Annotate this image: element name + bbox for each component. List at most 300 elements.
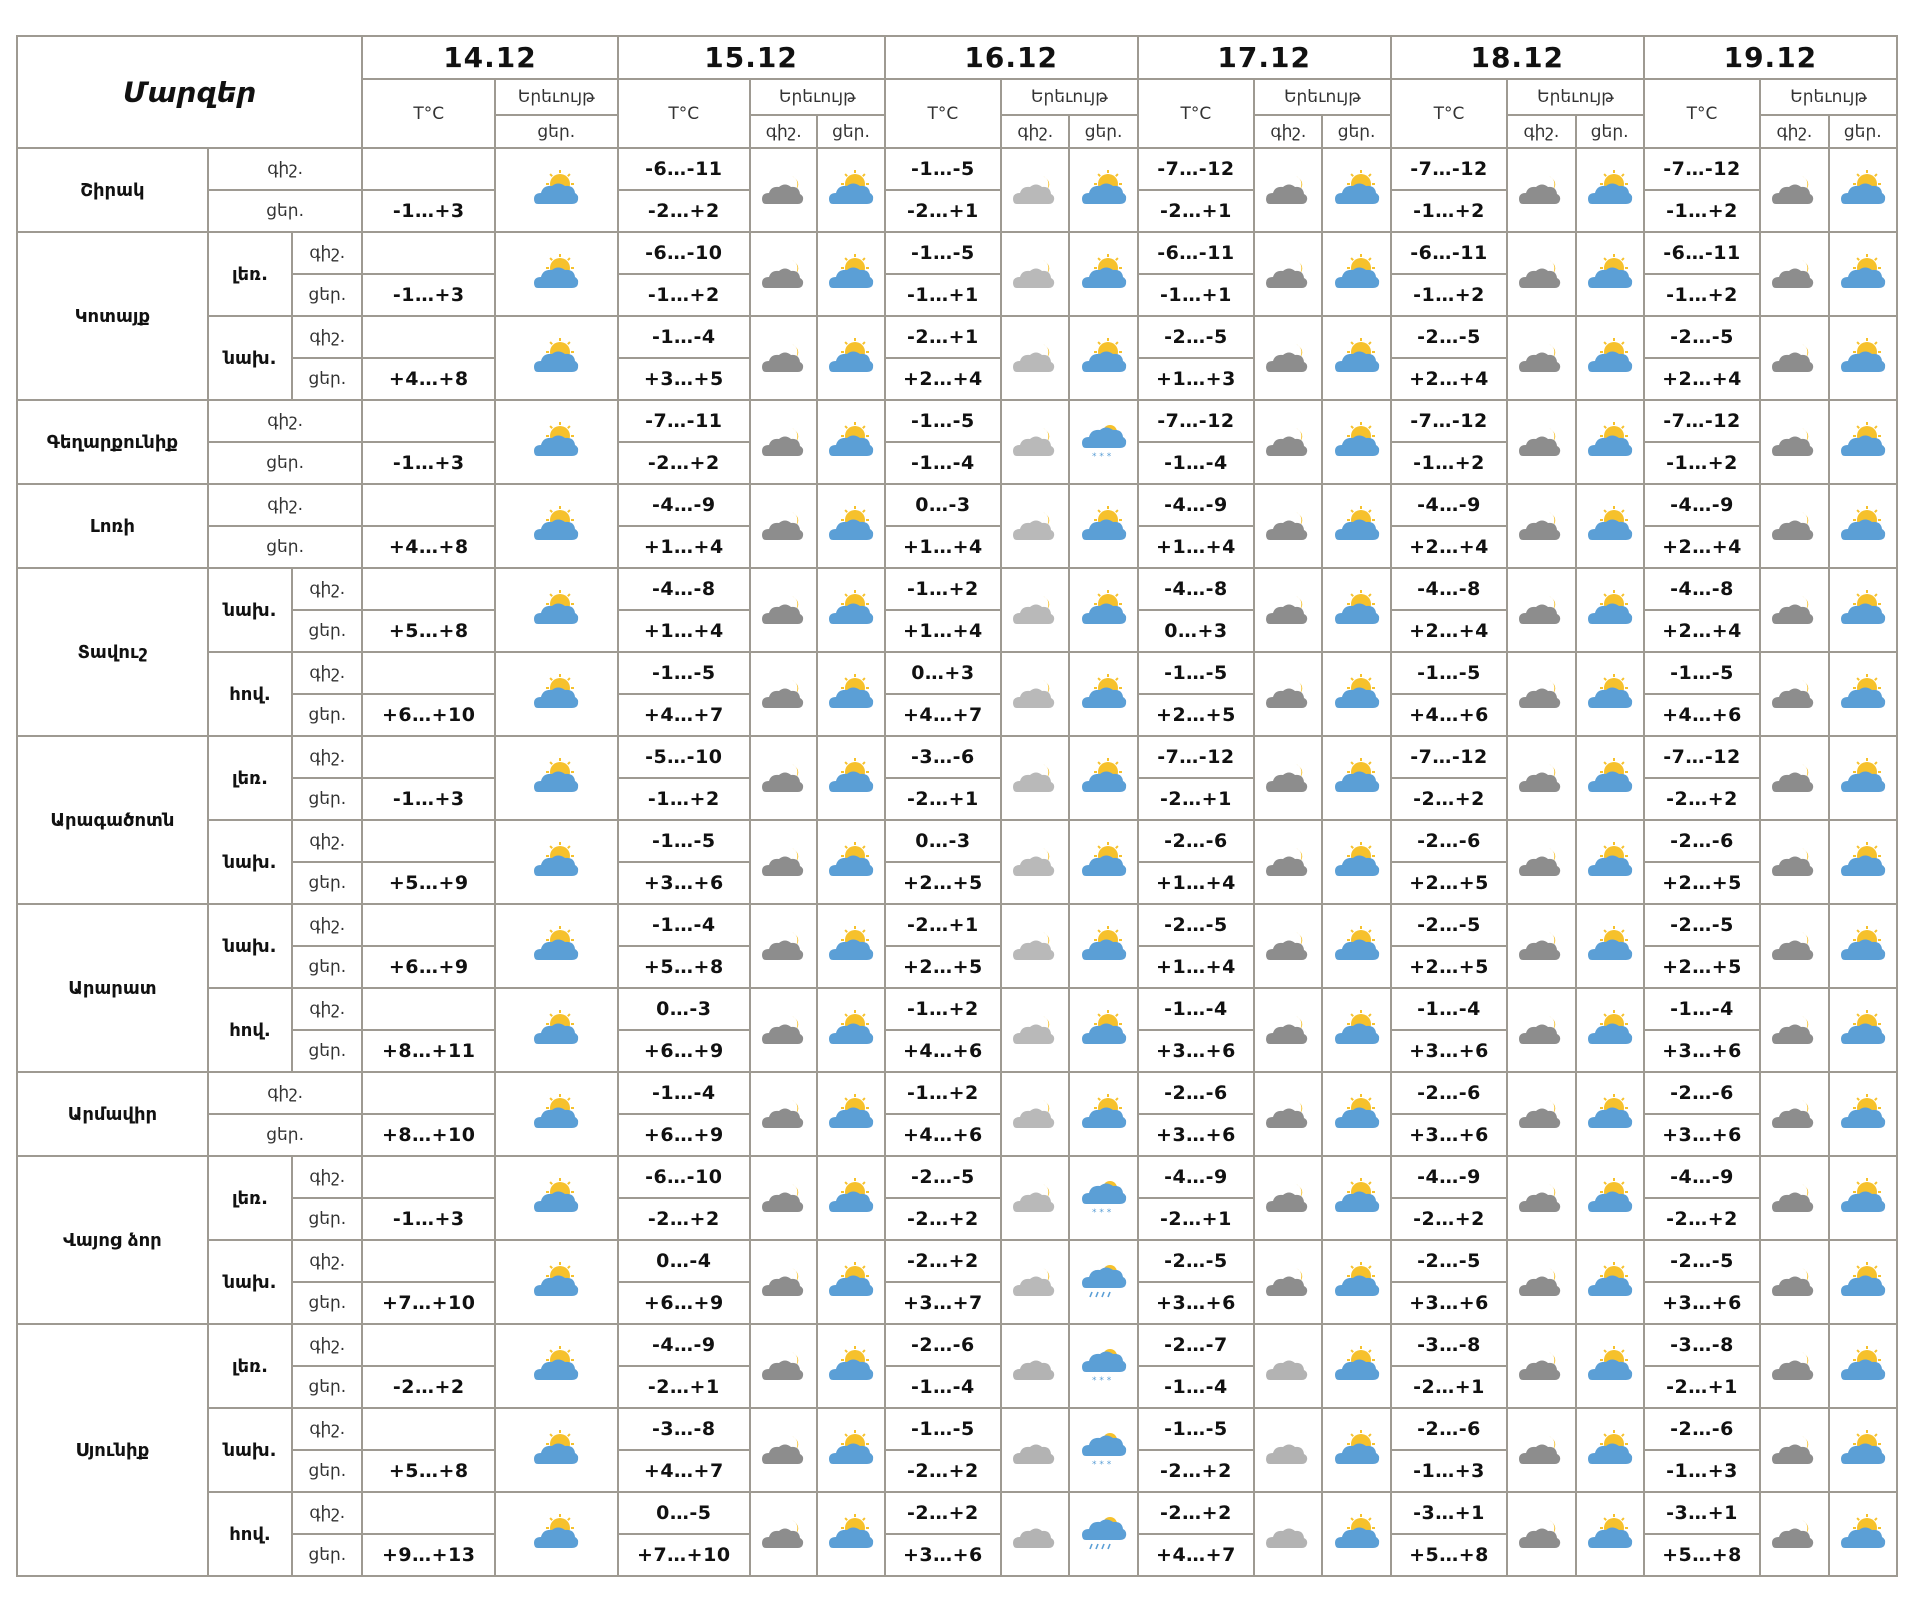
svg-text:* * *: * * * [1091, 1376, 1111, 1386]
night-temp: -1…-4 [1138, 988, 1254, 1030]
night-subheader: գիշ. [1254, 115, 1322, 148]
region-name: Տավուշ [17, 568, 208, 736]
night-phenomenon-cell [750, 820, 817, 904]
day-label: ցեր. [292, 1030, 362, 1072]
night-temp [362, 232, 495, 274]
night-phenomenon-cell [1760, 1156, 1828, 1240]
day-temp: 0…+3 [1138, 610, 1254, 652]
night-phenomenon-cell [1507, 1408, 1575, 1492]
night-temp: -6…-11 [618, 148, 751, 190]
day-temp: +1…+4 [618, 610, 751, 652]
night-label: գիշ. [292, 1156, 362, 1198]
night-temp: -2…-5 [885, 1156, 1001, 1198]
partly-cloudy-day-icon [1323, 254, 1389, 294]
partly-cloudy-day-icon [1830, 422, 1896, 462]
day-phenomenon-cell [1322, 1240, 1390, 1324]
day-label: ցեր. [292, 1282, 362, 1324]
cloudy-night-light-icon [1002, 170, 1068, 210]
day-phenomenon-cell [1829, 820, 1897, 904]
night-phenomenon-cell [1760, 232, 1828, 316]
cloudy-night-icon [1761, 1178, 1827, 1218]
night-subheader: գիշ. [1760, 115, 1828, 148]
night-temp: -3…-8 [1644, 1324, 1760, 1366]
cloud-light-icon [1255, 1346, 1321, 1386]
day-temp: +1…+3 [1138, 358, 1254, 400]
day-phenomenon-cell [495, 1072, 618, 1156]
night-phenomenon-cell [1001, 400, 1069, 484]
night-phenomenon-cell [1001, 652, 1069, 736]
day-phenomenon-cell [1829, 1072, 1897, 1156]
partly-cloudy-day-icon [818, 1514, 883, 1554]
partly-cloudy-day-icon [1577, 674, 1643, 714]
night-phenomenon-cell [1507, 652, 1575, 736]
night-temp: -5…-10 [618, 736, 751, 778]
day-temp: -1…+3 [362, 274, 495, 316]
day-phenomenon-cell [817, 1240, 884, 1324]
night-temp: -3…-8 [618, 1408, 751, 1450]
day-phenomenon-cell [1829, 988, 1897, 1072]
night-phenomenon-cell [750, 568, 817, 652]
night-phenomenon-cell [1507, 1492, 1575, 1576]
day-phenomenon-cell [1829, 568, 1897, 652]
cloudy-night-icon [1255, 1094, 1321, 1134]
day-phenomenon-cell [1576, 1324, 1644, 1408]
day-label: ցեր. [292, 274, 362, 316]
night-temp: -7…-12 [1644, 400, 1760, 442]
table-row [17, 1072, 1897, 1114]
night-phenomenon-cell [1254, 1408, 1322, 1492]
night-temp: -7…-12 [1138, 736, 1254, 778]
day-temp: +4…+6 [1644, 694, 1760, 736]
night-temp: -7…-12 [1391, 400, 1507, 442]
night-temp: -7…-12 [1138, 148, 1254, 190]
night-temp: -4…-8 [618, 568, 751, 610]
night-temp: -4…-9 [1391, 1156, 1507, 1198]
partly-cloudy-day-icon [818, 170, 883, 210]
cloudy-night-icon [1508, 1430, 1574, 1470]
day-label: ցեր. [292, 358, 362, 400]
night-phenomenon-cell [1001, 568, 1069, 652]
day-temp: +6…+9 [362, 946, 495, 988]
partly-cloudy-day-icon [1577, 1094, 1643, 1134]
cloudy-night-light-icon [1002, 1178, 1068, 1218]
night-phenomenon-cell [750, 1492, 817, 1576]
partly-cloudy-day-icon [1070, 674, 1136, 714]
day-phenomenon-cell [817, 316, 884, 400]
night-temp [362, 568, 495, 610]
day-label: ցեր. [292, 862, 362, 904]
day-temp: -2…+2 [885, 1450, 1001, 1492]
night-phenomenon-cell [1001, 232, 1069, 316]
night-label: գիշ. [208, 1072, 363, 1114]
region-name: Շիրակ [17, 148, 208, 232]
partly-cloudy-day-icon [1070, 1094, 1136, 1134]
night-temp: -2…-5 [1138, 904, 1254, 946]
partly-cloudy-day-icon [1577, 254, 1643, 294]
partly-cloudy-day-icon [818, 674, 883, 714]
day-phenomenon-cell [1322, 1408, 1390, 1492]
phenomenon-header: Երեւույթ [1760, 79, 1897, 115]
partly-cloudy-day-icon [818, 506, 883, 546]
day-temp: +4…+7 [885, 694, 1001, 736]
night-phenomenon-cell [1001, 1324, 1069, 1408]
day-temp: +6…+9 [618, 1114, 751, 1156]
snow-cloud-icon [1070, 422, 1136, 462]
cloudy-night-icon [751, 422, 816, 462]
night-label: գիշ. [208, 484, 363, 526]
day-temp: +3…+6 [1644, 1114, 1760, 1156]
day-phenomenon-cell [1576, 820, 1644, 904]
night-phenomenon-cell [1760, 316, 1828, 400]
day-label: ցեր. [292, 610, 362, 652]
cloudy-night-icon [751, 926, 816, 966]
cloudy-night-icon [1761, 674, 1827, 714]
day-subheader: ցեր. [1829, 115, 1897, 148]
header-row-dates [17, 36, 1897, 79]
night-phenomenon-cell [1254, 1240, 1322, 1324]
rain-cloud-icon [1070, 1514, 1136, 1554]
day-phenomenon-cell [1829, 1156, 1897, 1240]
day-phenomenon-cell [1322, 1324, 1390, 1408]
day-temp: -2…+2 [362, 1366, 495, 1408]
cloud-light-icon [1002, 1430, 1068, 1470]
table-row [17, 568, 1897, 610]
day-temp: +3…+5 [618, 358, 751, 400]
cloudy-night-icon [751, 506, 816, 546]
day-phenomenon-cell [817, 568, 884, 652]
phenomenon-header: Երեւույթ [1254, 79, 1391, 115]
night-phenomenon-cell [1001, 988, 1069, 1072]
night-phenomenon-cell [1507, 1240, 1575, 1324]
day-temp: +5…+8 [362, 610, 495, 652]
night-temp: -1…-5 [1644, 652, 1760, 694]
partly-cloudy-day-icon [1323, 842, 1389, 882]
night-temp: -2…-6 [885, 1324, 1001, 1366]
night-temp: -3…+1 [1644, 1492, 1760, 1534]
partly-cloudy-day-icon [1323, 506, 1389, 546]
cloudy-night-icon [1508, 842, 1574, 882]
night-label: գիշ. [208, 400, 363, 442]
cloudy-night-icon [1508, 926, 1574, 966]
temp-header: T°C [1644, 79, 1760, 148]
night-temp: -1…-5 [885, 1408, 1001, 1450]
day-phenomenon-cell [1322, 316, 1390, 400]
night-phenomenon-cell [750, 316, 817, 400]
night-phenomenon-cell [1001, 1492, 1069, 1576]
day-phenomenon-cell [1069, 1072, 1137, 1156]
cloudy-night-light-icon [1002, 254, 1068, 294]
night-phenomenon-cell [1254, 1072, 1322, 1156]
night-temp: -1…-5 [1138, 652, 1254, 694]
night-phenomenon-cell [750, 1408, 817, 1492]
night-temp: -1…-4 [618, 1072, 751, 1114]
partly-cloudy-day-icon [1070, 926, 1136, 966]
day-temp: +2…+4 [1391, 358, 1507, 400]
day-temp: +4…+6 [885, 1030, 1001, 1072]
partly-cloudy-day-icon [818, 926, 883, 966]
night-phenomenon-cell [1254, 1492, 1322, 1576]
night-temp: -1…-4 [1644, 988, 1760, 1030]
subregion-name: լեռ. [208, 1156, 292, 1240]
day-phenomenon-cell [1576, 148, 1644, 232]
partly-cloudy-day-icon [1070, 758, 1136, 798]
partly-cloudy-day-icon [1323, 1094, 1389, 1134]
night-phenomenon-cell [1760, 988, 1828, 1072]
day-phenomenon-cell [1576, 1240, 1644, 1324]
night-phenomenon-cell [750, 736, 817, 820]
subregion-name: հով. [208, 988, 292, 1072]
partly-cloudy-day-icon [818, 590, 883, 630]
night-phenomenon-cell [1760, 1408, 1828, 1492]
partly-cloudy-day-icon [1323, 1010, 1389, 1050]
partly-cloudy-day-icon [1577, 1430, 1643, 1470]
forecast-table-wrapper [16, 35, 1898, 1577]
day-temp: +2…+5 [885, 946, 1001, 988]
night-phenomenon-cell [1254, 148, 1322, 232]
day-phenomenon-cell [495, 1492, 618, 1576]
night-phenomenon-cell [1254, 568, 1322, 652]
day-temp: -1…-4 [1138, 442, 1254, 484]
night-phenomenon-cell [1507, 904, 1575, 988]
cloudy-night-icon [751, 674, 816, 714]
table-row [17, 652, 1897, 694]
day-temp: +4…+7 [618, 1450, 751, 1492]
partly-cloudy-day-icon [818, 422, 883, 462]
day-temp: -1…+2 [618, 274, 751, 316]
night-phenomenon-cell [750, 1156, 817, 1240]
day-phenomenon-cell [1829, 316, 1897, 400]
night-temp: -1…-5 [618, 652, 751, 694]
day-temp: +2…+5 [1644, 946, 1760, 988]
day-temp: +7…+10 [618, 1534, 751, 1576]
day-phenomenon-cell [495, 148, 618, 232]
partly-cloudy-day-icon [1323, 590, 1389, 630]
day-temp: +3…+6 [1138, 1114, 1254, 1156]
night-phenomenon-cell [750, 1324, 817, 1408]
day-temp: -2…+1 [1391, 1366, 1507, 1408]
day-temp: -2…+2 [1644, 1198, 1760, 1240]
day-temp: +6…+10 [362, 694, 495, 736]
night-phenomenon-cell [1001, 736, 1069, 820]
cloudy-night-icon [1255, 842, 1321, 882]
day-phenomenon-cell [1069, 316, 1137, 400]
day-label: ցեր. [292, 694, 362, 736]
day-phenomenon-cell [817, 1156, 884, 1240]
day-phenomenon-cell [1069, 1492, 1137, 1576]
day-temp: -2…+1 [1138, 190, 1254, 232]
cloudy-night-icon [1508, 758, 1574, 798]
night-phenomenon-cell [750, 652, 817, 736]
cloudy-night-icon [751, 1178, 816, 1218]
cloudy-night-icon [1255, 590, 1321, 630]
cloudy-night-icon [1508, 170, 1574, 210]
region-name: Կոտայք [17, 232, 208, 400]
day-phenomenon-cell [1322, 1072, 1390, 1156]
cloudy-night-icon [1255, 1262, 1321, 1302]
day-temp: -1…-4 [1138, 1366, 1254, 1408]
day-phenomenon-cell [1322, 148, 1390, 232]
day-phenomenon-cell [495, 904, 618, 988]
cloudy-night-icon [1508, 590, 1574, 630]
partly-cloudy-day-icon [1323, 674, 1389, 714]
night-label: գիշ. [292, 232, 362, 274]
day-phenomenon-cell [495, 988, 618, 1072]
subregion-name: նախ. [208, 1408, 292, 1492]
partly-cloudy-day-icon [1830, 674, 1896, 714]
day-label: ցեր. [292, 1366, 362, 1408]
day-label: ցեր. [208, 1114, 363, 1156]
table-row [17, 400, 1897, 442]
day-label: ցեր. [292, 946, 362, 988]
cloudy-night-icon [1508, 1010, 1574, 1050]
partly-cloudy-day-icon [818, 1262, 883, 1302]
cloudy-night-icon [751, 1010, 816, 1050]
night-temp [362, 820, 495, 862]
night-phenomenon-cell [1760, 568, 1828, 652]
night-phenomenon-cell [750, 988, 817, 1072]
day-temp: -2…+1 [1138, 778, 1254, 820]
day-temp: +3…+6 [1391, 1114, 1507, 1156]
cloudy-night-icon [1255, 338, 1321, 378]
partly-cloudy-day-icon [496, 926, 617, 966]
partly-cloudy-day-icon [1070, 590, 1136, 630]
day-subheader: ցեր. [1069, 115, 1137, 148]
cloudy-night-icon [1255, 506, 1321, 546]
table-row [17, 316, 1897, 358]
night-phenomenon-cell [750, 904, 817, 988]
day-temp: -2…+2 [1391, 1198, 1507, 1240]
night-phenomenon-cell [1760, 1324, 1828, 1408]
day-temp: +1…+4 [885, 526, 1001, 568]
cloudy-night-icon [1761, 170, 1827, 210]
cloudy-night-icon [1761, 1094, 1827, 1134]
day-temp: -1…+2 [1644, 274, 1760, 316]
day-phenomenon-cell [1069, 1240, 1137, 1324]
night-phenomenon-cell [750, 1072, 817, 1156]
day-temp: +2…+5 [1391, 862, 1507, 904]
night-phenomenon-cell [1254, 904, 1322, 988]
temp-header: T°C [1138, 79, 1254, 148]
partly-cloudy-day-icon [818, 842, 883, 882]
partly-cloudy-day-icon [1323, 758, 1389, 798]
night-temp: -1…-5 [618, 820, 751, 862]
table-row [17, 904, 1897, 946]
night-temp: -2…-7 [1138, 1324, 1254, 1366]
partly-cloudy-day-icon [1070, 506, 1136, 546]
partly-cloudy-day-icon [1323, 926, 1389, 966]
night-temp: -4…-9 [1138, 484, 1254, 526]
partly-cloudy-day-icon [1830, 1094, 1896, 1134]
night-temp: -2…-6 [1391, 1072, 1507, 1114]
partly-cloudy-day-icon [1577, 338, 1643, 378]
partly-cloudy-day-icon [1323, 1430, 1389, 1470]
rain-cloud-icon [1070, 1262, 1136, 1302]
cloudy-night-light-icon [1002, 422, 1068, 462]
cloudy-night-icon [751, 254, 816, 294]
day-temp: +7…+10 [362, 1282, 495, 1324]
night-temp [362, 988, 495, 1030]
night-label: գիշ. [292, 1324, 362, 1366]
day-phenomenon-cell [1576, 988, 1644, 1072]
day-temp: +1…+4 [1138, 526, 1254, 568]
night-temp: -6…-11 [1644, 232, 1760, 274]
partly-cloudy-day-icon [1070, 170, 1136, 210]
day-temp: +3…+6 [1138, 1282, 1254, 1324]
day-temp: +3…+6 [1138, 1030, 1254, 1072]
day-temp: -1…-4 [885, 1366, 1001, 1408]
day-phenomenon-cell [1322, 1156, 1390, 1240]
temp-header: T°C [618, 79, 751, 148]
table-row [17, 1492, 1897, 1534]
day-temp: +5…+9 [362, 862, 495, 904]
night-phenomenon-cell [1760, 820, 1828, 904]
night-temp: -2…+2 [1138, 1492, 1254, 1534]
night-temp [362, 316, 495, 358]
day-phenomenon-cell [817, 1072, 884, 1156]
night-temp [362, 652, 495, 694]
day-label: ցեր. [292, 778, 362, 820]
partly-cloudy-day-icon [1577, 590, 1643, 630]
day-phenomenon-cell [1576, 232, 1644, 316]
partly-cloudy-day-icon [818, 254, 883, 294]
day-phenomenon-cell [817, 1324, 884, 1408]
night-phenomenon-cell [1254, 820, 1322, 904]
cloudy-night-icon [1508, 1094, 1574, 1134]
night-temp: -1…+2 [885, 568, 1001, 610]
night-phenomenon-cell [750, 148, 817, 232]
partly-cloudy-day-icon [1323, 1178, 1389, 1218]
day-temp: +4…+7 [618, 694, 751, 736]
day-temp: -2…+1 [885, 778, 1001, 820]
day-phenomenon-cell [1322, 1492, 1390, 1576]
night-temp: -7…-12 [1391, 148, 1507, 190]
partly-cloudy-day-icon [818, 1178, 883, 1218]
partly-cloudy-day-icon [1323, 338, 1389, 378]
partly-cloudy-day-icon [496, 170, 617, 210]
night-temp: -7…-12 [1391, 736, 1507, 778]
night-temp [362, 400, 495, 442]
night-subheader: գիշ. [750, 115, 817, 148]
day-phenomenon-cell [495, 400, 618, 484]
cloudy-night-icon [1761, 1514, 1827, 1554]
night-temp: -2…-5 [1391, 1240, 1507, 1282]
night-phenomenon-cell [1001, 484, 1069, 568]
cloudy-night-icon [1255, 422, 1321, 462]
day-phenomenon-cell [1069, 148, 1137, 232]
cloudy-night-icon [1761, 1346, 1827, 1386]
day-phenomenon-cell [495, 820, 618, 904]
night-temp: -2…-5 [1391, 316, 1507, 358]
night-phenomenon-cell [1507, 736, 1575, 820]
night-temp: 0…-3 [885, 820, 1001, 862]
partly-cloudy-day-icon [496, 674, 617, 714]
region-name: Արագածոտն [17, 736, 208, 904]
cloudy-night-icon [1761, 338, 1827, 378]
day-temp: +2…+4 [1391, 526, 1507, 568]
header-marz-cell: Մարզեր [17, 36, 362, 148]
partly-cloudy-day-icon [818, 1094, 883, 1134]
day-temp: +5…+8 [1644, 1534, 1760, 1576]
day-phenomenon-cell [817, 400, 884, 484]
day-temp: +8…+11 [362, 1030, 495, 1072]
night-temp: -2…+2 [885, 1240, 1001, 1282]
night-temp: -1…-5 [1391, 652, 1507, 694]
night-temp: -4…-8 [1138, 568, 1254, 610]
day-subheader: ցեր. [1322, 115, 1390, 148]
night-temp [362, 1492, 495, 1534]
night-phenomenon-cell [1254, 1156, 1322, 1240]
day-phenomenon-cell [1829, 148, 1897, 232]
